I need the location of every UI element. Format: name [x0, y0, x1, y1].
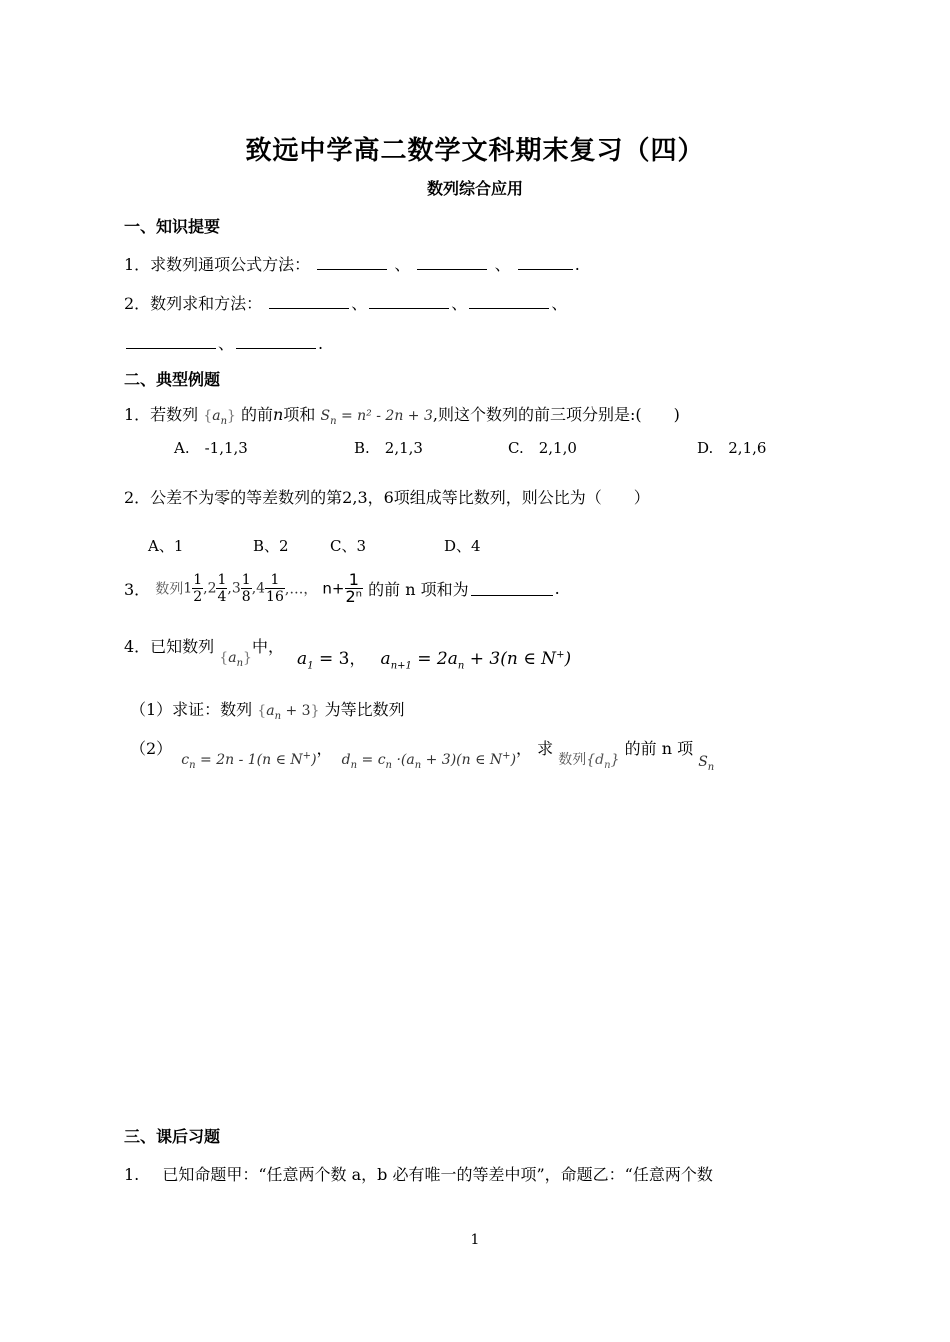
q3-prefix: 3．	[124, 580, 151, 599]
separator: 、	[394, 255, 411, 274]
separator: 、	[218, 334, 235, 353]
section-heading-exercises: 三、课后习题	[124, 1127, 221, 1146]
term-whole: ,3	[227, 580, 241, 597]
term-fraction: $\frac{1}{4}$	[217, 572, 227, 605]
seq-an: $\{a_n\}$	[219, 650, 252, 669]
q1-mid: 的前	[241, 405, 274, 424]
example-question-2: 2．公差不为零的等差数列的第2,3，6项组成等比数列，则公比为（ ）	[124, 488, 650, 507]
q2-option-d[interactable]: D、4	[444, 537, 481, 555]
comma: ，	[516, 739, 533, 758]
answer-blank[interactable]	[126, 334, 216, 349]
sn-symbol: $S_n$	[698, 754, 715, 773]
page-number: 1	[470, 1232, 480, 1248]
dn-formula: $d_n = c_n \cdot(a_n + 3)(n$ ∈ N+)	[341, 750, 517, 771]
page-subtitle: 数列综合应用	[426, 179, 523, 198]
sum-formula: $S_n = n^2 - 2n + 3$	[320, 408, 433, 427]
initial-condition: $a_1 = 3$	[297, 649, 350, 672]
example-question-1	[124, 402, 680, 427]
q1-prefix: 1．若数列	[124, 405, 199, 424]
answer-blank[interactable]	[269, 294, 349, 309]
q4-prefix: 4．已知数列	[124, 637, 215, 656]
part1-suffix: 为等比数列	[324, 700, 405, 719]
knowledge-item-2	[124, 291, 567, 314]
separator: 、	[551, 294, 568, 313]
answer-blank[interactable]	[236, 334, 316, 349]
q2-option-c[interactable]: C、3	[330, 537, 367, 555]
term-whole: ,2	[203, 580, 217, 597]
separator: 、	[451, 294, 468, 313]
q2-option-b[interactable]: B、2	[253, 537, 289, 555]
section-heading-examples: 二、典型例题	[124, 370, 221, 389]
answer-blank[interactable]	[417, 255, 487, 270]
term-whole: 1	[183, 580, 193, 597]
section-heading-knowledge: 一、知识提要	[124, 217, 221, 236]
q1-option-c[interactable]: C. 2,1,0	[508, 439, 577, 457]
answer-blank[interactable]	[518, 255, 573, 270]
separator: 、	[494, 255, 511, 274]
q1-suffix: ,则这个数列的前三项分别是:( )	[432, 405, 680, 424]
term-last-whole: n+	[322, 579, 345, 598]
term-last-fraction: $\frac{1}{\text{2ⁿ}}$	[345, 570, 363, 606]
page-title: 致远中学高二数学文科期末复习（四）	[245, 136, 705, 166]
comma: ，	[316, 739, 333, 758]
q1-option-b[interactable]: B. 2,1,3	[354, 439, 423, 457]
answer-blank[interactable]	[317, 255, 387, 270]
knowledge-item-1-text: 1．求数列通项公式方法：	[124, 255, 311, 274]
seq-an: $\{a_n\}$	[203, 408, 236, 427]
seq-an-plus-3: $\{a_n + 3\}$	[257, 703, 320, 722]
var-n: n	[273, 405, 284, 424]
q4-mid: 中，	[251, 637, 284, 656]
term-whole: ,4	[251, 580, 266, 597]
part1-prefix: （1）求证：数列	[130, 700, 253, 719]
period: .	[318, 334, 324, 353]
ellipsis: ,…，	[284, 581, 318, 598]
q1-mid2: 项和	[283, 405, 316, 424]
q3-suffix: 的前 n 项和为	[368, 580, 469, 599]
exercise-text: 已知命题甲：“任意两个数 a，b 必有唯一的等差中项”，命题乙：“任意两个数	[162, 1165, 713, 1184]
cn-formula: $c_n = 2n - 1(n$ ∈ N+)	[181, 750, 317, 771]
knowledge-item-2-cont	[124, 331, 323, 354]
period: .	[574, 255, 580, 274]
part2-prefix: （2）	[130, 739, 173, 758]
period: .	[554, 579, 560, 598]
exercise-number: 1.	[124, 1165, 140, 1184]
answer-blank[interactable]	[469, 294, 549, 309]
q4-part-2	[130, 736, 715, 773]
knowledge-item-1	[124, 252, 580, 275]
example-question-4	[124, 634, 572, 672]
part2-tail: 的前 n 项	[624, 739, 694, 758]
q2-option-a[interactable]: A、1	[148, 537, 184, 555]
exercise-item-1	[124, 1162, 713, 1185]
answer-blank[interactable]	[369, 294, 449, 309]
comma: ，	[349, 649, 366, 668]
q1-option-d[interactable]: D. 2,1,6	[697, 439, 767, 457]
example-question-3	[124, 572, 560, 605]
separator: 、	[351, 294, 368, 313]
seq-label: 数列	[155, 581, 184, 598]
ask-text: 求	[537, 739, 554, 758]
term-fraction: $\frac{1}{2}$	[193, 572, 203, 605]
term-fraction: $\frac{1}{16}$	[266, 572, 284, 605]
term-fraction: $\frac{1}{8}$	[241, 572, 251, 605]
q1-option-a[interactable]: A. -1,1,3	[174, 439, 248, 457]
knowledge-item-2-text: 2．数列求和方法：	[124, 294, 263, 313]
answer-blank[interactable]	[471, 581, 553, 596]
q4-part-1	[130, 697, 405, 722]
recurrence-formula: $a_{n+1} = 2a_n + 3(n$ ∈ N+)	[380, 649, 572, 672]
seq-dn: 数列$\{d_n\}$	[558, 752, 620, 771]
